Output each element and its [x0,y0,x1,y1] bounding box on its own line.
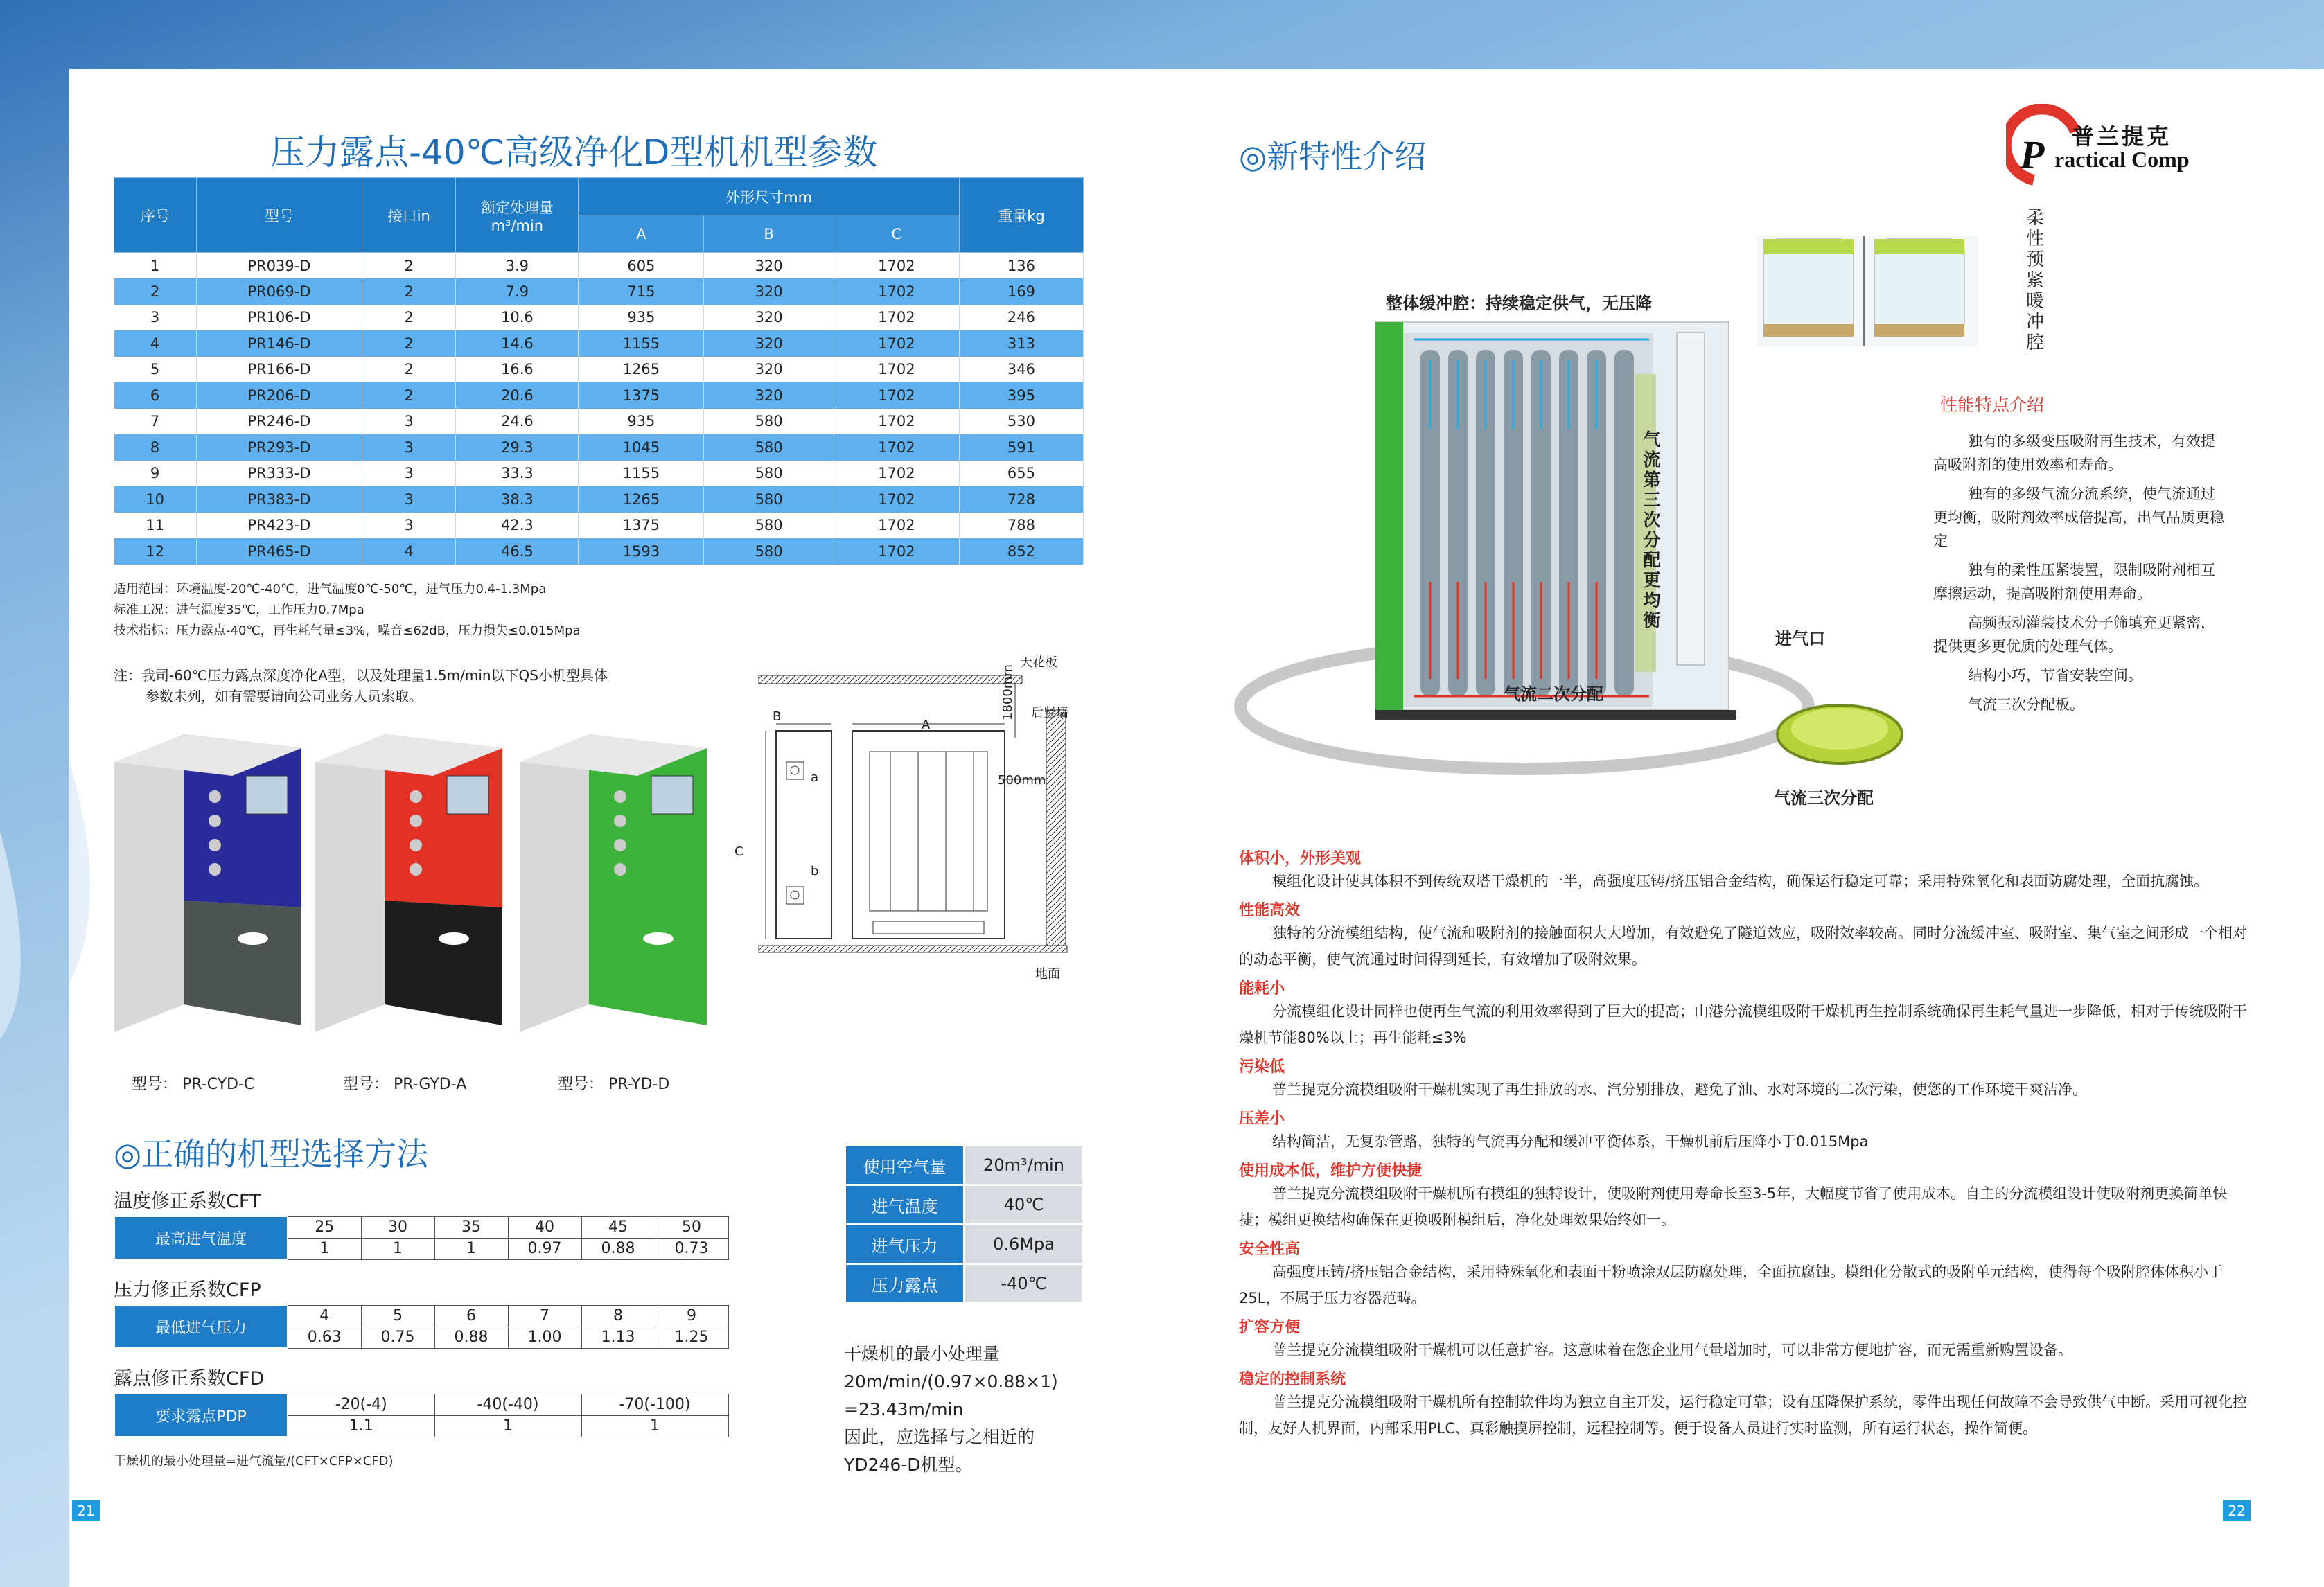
cfp-top-4: 8 [581,1305,655,1327]
machine-cyd-image [114,734,315,1053]
cft-label: 最高进气温度 [114,1216,288,1259]
table-cell: 3 [362,434,456,461]
table-cell: PR423-D [196,513,362,539]
cfp-top-5: 9 [655,1305,728,1327]
install-500mm: 500mm [998,773,1046,788]
table-cell: PR333-D [196,461,362,487]
table-cell: PR166-D [196,357,362,383]
perf-list [1933,429,2224,716]
cfd-top-1: -40(-40) [434,1394,581,1415]
table-cell: 788 [959,513,1083,539]
cfp-bot-5: 1.25 [655,1327,728,1348]
cfd-table [114,1393,729,1437]
table-cell: 1702 [834,486,959,513]
th-b: B [704,215,834,253]
machine-label-prefix: 型号： [343,1076,389,1093]
cfp-top-2: 6 [434,1305,508,1327]
table-cell: 935 [579,409,704,435]
table-cell: 320 [704,278,834,305]
table-cell: 33.3 [456,461,579,487]
th-no: 序号 [114,178,197,253]
machine-label-prefix: 型号： [558,1076,604,1093]
cfp-bot-2: 0.88 [434,1327,508,1348]
table-row [114,486,1084,513]
table-cell: PR039-D [196,253,362,279]
feature-heading: 压差小 [1239,1110,1285,1128]
th-flow-label: 额定处理量 [480,199,554,216]
page-number-left: 21 [72,1500,100,1521]
table-cell: 605 [579,253,704,279]
table-cell: 580 [704,513,834,539]
table-cell: 1702 [834,357,959,383]
distribution-plate-image [1774,693,1905,769]
install-wall: 后竖墙 [1031,706,1068,720]
machine-model: PR-CYD-C [182,1076,255,1093]
calc-block [844,1340,1058,1479]
cft-table [114,1216,729,1260]
table-cell: 7 [114,409,197,435]
diagram-bottom-label: 气流二次分配 [1504,684,1603,704]
cfp-bot-0: 0.63 [288,1327,361,1348]
cft-top-0: 25 [288,1216,361,1238]
table-row [114,382,1084,409]
table-cell: PR383-D [196,486,362,513]
cfd-top-2: -70(-100) [581,1394,728,1415]
feature-block [1239,977,2264,1051]
table-cell: 530 [959,409,1083,435]
cfd-label: 要求露点PDP [114,1394,288,1437]
cft-top-1: 30 [361,1216,434,1238]
feature-heading: 使用成本低，维护方便快捷 [1239,1162,1423,1180]
machine-label-prefix: 型号： [132,1076,178,1093]
table-cell: 1702 [834,330,959,357]
install-ceiling: 天花板 [1020,655,1057,670]
logo-p: P [2020,132,2045,177]
table-cell: 12 [114,538,197,565]
table-cell: 1155 [579,330,704,357]
th-weight: 重量kg [959,178,1083,253]
th-dims: 外形尺寸mm [579,178,960,215]
diagram-third-label: 气流三次分配 [1774,788,1874,808]
cfp-table [114,1304,729,1349]
conditions-table [844,1144,1084,1304]
table-cell: 10 [114,486,197,513]
install-dim-b: B [773,709,782,724]
cfp-bot-4: 1.13 [581,1327,655,1348]
cfp-bot-3: 1.00 [508,1327,581,1348]
table-row [114,513,1084,539]
spec-note-tech: 技术指标：压力露点-40℃，再生耗气量≤3%，噪音≤62dB，压力损失≤0.015Mpa [114,623,581,638]
table-cell: 3 [362,461,456,487]
install-floor: 地面 [1035,967,1060,982]
table-row [114,409,1084,435]
diagram-inlet-label: 进气口 [1775,629,1825,648]
cfd-bot-2: 1 [581,1415,728,1437]
table-cell: 1702 [834,305,959,331]
table-cell: 3 [362,409,456,435]
select-title: ◎正确的机型选择方法 [114,1135,429,1173]
spec-table [114,177,1084,565]
table-cell: 655 [959,461,1083,487]
table-cell: 29.3 [456,434,579,461]
feature-text: 普兰提克分流模组吸附干燥机所有模组的独特设计，使吸附剂使用寿命长至3-5年，大幅度节省了使用成本。自主的分流模组设计使吸附剂更换简单快捷；模组更换结构确保在更换吸附模组后，净化处理效果始终如一。 [1239,1185,2228,1228]
table-cell: 38.3 [456,486,579,513]
cfp-top-3: 7 [508,1305,581,1327]
cft-title: 温度修正系数CFT [114,1191,261,1212]
feature-heading: 稳定的控制系统 [1239,1371,1346,1388]
cft-bot-3: 0.97 [508,1238,581,1259]
calc-line: 因此，应选择与之相近的 [844,1427,1035,1447]
table-cell: 46.5 [456,538,579,565]
table-cell: 1265 [579,357,704,383]
table-cell: 7.9 [456,278,579,305]
table-row [114,305,1084,331]
table-cell: 1375 [579,382,704,409]
cft-bot-5: 0.73 [655,1238,728,1259]
cfp-bot-1: 0.75 [361,1327,434,1348]
diagram-vertical-label: 气流第三次分配更均衡 [1643,429,1661,630]
machine-label-cyd [132,1072,254,1094]
table-cell: 346 [959,357,1083,383]
table-cell: 2 [362,382,456,409]
calc-line: 20m/min/(0.97×0.88×1) [844,1372,1058,1392]
feature-heading: 性能高效 [1239,902,1301,919]
table-cell: 4 [362,538,456,565]
table-cell: 580 [704,486,834,513]
machine-yd-image [520,734,721,1053]
table-row [114,330,1084,357]
cfp-label: 最低进气压力 [114,1305,288,1348]
logo-en: ractical Comp [2054,147,2190,172]
spec-note-range: 适用范围：环境温度-20℃-40℃，进气温度0℃-50℃，进气压力0.4-1.3Mpa [114,582,547,596]
install-dim-c: C [734,844,743,859]
feature-text: 普兰提克分流模组吸附干燥机所有控制软件均为独立自主开发，运行稳定可靠；设有压降保护系统，零件出现任何故障不会导致供气中断。采用可视化控制，友好人机界面，内部采用PLC、真彩触摸屏控制，远程控制等。便于设备人员进行实时监测，所有运行状态，操作简便。 [1239,1394,2247,1437]
table-cell: 1702 [834,409,959,435]
feature-block [1239,898,2264,973]
table-cell: 2 [362,253,456,279]
machine-model: PR-YD-D [608,1076,670,1093]
table-cell: 1155 [579,461,704,487]
table-cell: 2 [362,330,456,357]
table-cell: 1702 [834,253,959,279]
feature-text: 高强度压铸/挤压铝合金结构，采用特殊氧化和表面干粉喷涂双层防腐处理，全面抗腐蚀。模组化分散式的吸附单元结构，使得每个吸附腔体体积小于25L，不属于压力容器范畴。 [1239,1264,2224,1306]
table-cell: 591 [959,434,1083,461]
feature-heading: 体积小，外形美观 [1239,850,1362,867]
cft-bot-0: 1 [288,1238,361,1259]
cond-key: 进气压力 [845,1225,965,1264]
machine-label-gyd [343,1072,466,1094]
feature-text: 模组化设计使其体积不到传统双塔干燥机的一半，高强度压铸/挤压铝合金结构，确保运行稳定可靠；采用特殊氧化和表面防腐处理，全面抗腐蚀。 [1272,873,2209,889]
feature-block [1239,1055,2264,1103]
table-cell: 395 [959,382,1083,409]
table-cell: 1702 [834,461,959,487]
note-line-1: 注：我司-60℃压力露点深度净化A型，以及处理量1.5m/min以下QS小机型具体 [114,667,608,684]
table-row [114,278,1084,305]
machine-gyd-image [315,734,516,1053]
table-cell: 2 [362,305,456,331]
table-cell: 4 [114,330,197,357]
page-title-right: ◎新特性介绍 [1239,138,1427,175]
note-line-2: 参数未列，如有需要请向公司业务人员索取。 [146,688,423,704]
table-cell: 1702 [834,278,959,305]
th-flow [456,178,579,253]
table-cell: 136 [959,253,1083,279]
perf-item: 气流三次分配板。 [1968,696,2084,713]
th-model: 型号 [196,178,362,253]
spec-note-standard: 标准工况：进气温度35℃，工作压力0.7Mpa [114,603,364,617]
cfd-bot-1: 1 [434,1415,581,1437]
page-title-left: 压力露点-40℃高级净化D型机机型参数 [270,132,878,172]
table-cell: 320 [704,382,834,409]
table-cell: 580 [704,409,834,435]
install-label-a: a [811,770,819,785]
table-cell: PR206-D [196,382,362,409]
feature-block [1239,1159,2264,1233]
logo-cn: 普兰提克 [2072,123,2172,150]
table-cell: 3 [362,486,456,513]
calc-line: YD246-D机型。 [844,1455,973,1475]
cond-value: 0.6Mpa [965,1225,1084,1264]
table-cell: 20.6 [456,382,579,409]
table-cell: PR293-D [196,434,362,461]
table-cell: 1265 [579,486,704,513]
install-diagram [734,648,1109,994]
table-cell: 42.3 [456,513,579,539]
feature-block [1239,1367,2264,1442]
cfp-top-0: 4 [288,1305,361,1327]
table-cell: 313 [959,330,1083,357]
machine-gyd [315,734,516,1056]
feature-block [1239,1107,2264,1155]
feature-text: 独特的分流模组结构，使气流和吸附剂的接触面积大大增加，有效避免了隧道效应，吸附效率较高。同时分流缓冲室、吸附室、集气室之间形成一个相对的动态平衡，使气流通过时间得到延长，有效增加了吸附效果。 [1239,925,2247,968]
table-cell: 8 [114,434,197,461]
table-cell: 320 [704,330,834,357]
table-cell: 24.6 [456,409,579,435]
table-cell: 5 [114,357,197,383]
feature-heading: 安全性高 [1239,1241,1301,1258]
table-cell: PR069-D [196,278,362,305]
table-cell: 9 [114,461,197,487]
th-flow-unit: m³/min [491,217,544,234]
table-cell: 3 [114,305,197,331]
cond-value: -40℃ [965,1264,1084,1304]
th-port: 接口in [362,178,456,253]
th-a: A [579,215,704,253]
feature-text: 分流模组化设计同样也使再生气流的利用效率得到了巨大的提高；山港分流模组吸附干燥机再生控制系统确保再生耗气量进一步降低，相对于传统吸附干燥机节能80%以上；再生能耗≤3% [1239,1003,2247,1046]
table-cell: 246 [959,305,1083,331]
table-cell: 1045 [579,434,704,461]
feature-block [1239,1315,2264,1363]
cond-key: 压力露点 [845,1264,965,1304]
cfd-title: 露点修正系数CFD [114,1368,265,1390]
feature-text: 结构简洁，无复杂管路，独特的气流再分配和缓冲平衡体系，干燥机前后压降小于0.015Mpa [1272,1133,1869,1150]
cfd-top-0: -20(-4) [288,1394,434,1415]
perf-item: 独有的柔性压紧装置，限制吸附剂相互摩擦运动，提高吸附剂使用寿命。 [1933,562,2215,602]
table-cell: 1375 [579,513,704,539]
table-cell: 715 [579,278,704,305]
cft-bot-1: 1 [361,1238,434,1259]
table-cell: 852 [959,538,1083,565]
cond-key: 使用空气量 [845,1146,965,1185]
table-cell: 935 [579,305,704,331]
install-1800mm: 1800mm [1001,664,1015,720]
feature-block [1239,1237,2264,1311]
table-cell: 728 [959,486,1083,513]
table-cell: 1 [114,253,197,279]
th-c: C [834,215,959,253]
perf-item: 独有的多级变压吸附再生技术，有效提高吸附剂的使用效率和寿命。 [1933,433,2215,473]
cond-value: 40℃ [965,1185,1084,1225]
feature-block [1239,846,2264,894]
cfd-bot-0: 1.1 [288,1415,434,1437]
table-cell: 580 [704,461,834,487]
feature-heading: 扩容方便 [1239,1319,1301,1336]
table-cell: 1702 [834,513,959,539]
perf-item: 结构小巧，节省安装空间。 [1968,667,2142,684]
table-cell: 580 [704,434,834,461]
cfp-top-1: 5 [361,1305,434,1327]
table-cell: 320 [704,253,834,279]
table-cell: 2 [362,278,456,305]
table-cell: PR246-D [196,409,362,435]
table-cell: 16.6 [456,357,579,383]
feature-heading: 污染低 [1239,1058,1285,1076]
table-cell: PR465-D [196,538,362,565]
table-cell: 169 [959,278,1083,305]
table-cell: 11 [114,513,197,539]
table-cell: 3.9 [456,253,579,279]
table-cell: 1702 [834,434,959,461]
table-cell: 14.6 [456,330,579,357]
table-cell: 10.6 [456,305,579,331]
cfp-title: 压力修正系数CFP [114,1279,261,1301]
install-label-b: b [811,864,819,878]
perf-title: 性能特点介绍 [1940,395,2045,415]
table-cell: 1702 [834,382,959,409]
table-cell: 1702 [834,538,959,565]
cond-key: 进气温度 [845,1185,965,1225]
cft-top-5: 50 [655,1216,728,1238]
table-cell: 2 [114,278,197,305]
cond-value: 20m³/min [965,1146,1084,1185]
table-cell: 3 [362,513,456,539]
table-row [114,357,1084,383]
table-row [114,253,1084,279]
table-cell: PR146-D [196,330,362,357]
install-dim-a: A [922,718,931,732]
cft-top-3: 40 [508,1216,581,1238]
table-cell: 6 [114,382,197,409]
machine-model: PR-GYD-A [394,1076,467,1093]
table-cell: 320 [704,305,834,331]
perf-item: 独有的多级气流分流系统，使气流通过更均衡，吸附剂效率成倍提高，出气品质更稳定 [1933,486,2224,549]
feature-list [1239,846,2264,1442]
table-cell: 320 [704,357,834,383]
perf-item: 高频振动灌装技术分子筛填充更紧密，提供更多更优质的处理气体。 [1933,614,2215,655]
calc-line: 干燥机的最小处理量 [844,1344,1001,1364]
flex-label: 柔性预紧暖冲腔 [2025,208,2044,353]
cft-bot-4: 0.88 [581,1238,655,1259]
formula: 干燥机的最小处理量=进气流量/(CFT×CFP×CFD) [114,1454,394,1469]
page-number-right: 22 [2223,1500,2251,1521]
cft-bot-2: 1 [434,1238,508,1259]
feature-heading: 能耗小 [1239,980,1285,998]
diagram-top-label: 整体缓冲腔：持续稳定供气，无压降 [1386,294,1652,313]
calc-line: =23.43m/min [844,1399,964,1419]
table-row [114,538,1084,565]
brand-logo [2006,104,2214,187]
table-row [114,434,1084,461]
cft-top-2: 35 [434,1216,508,1238]
feature-text: 普兰提克分流模组吸附干燥机可以任意扩容。这意味着在您企业用气量增加时，可以非常方便地扩容，而无需重新购置设备。 [1272,1342,2072,1358]
machine-label-yd [558,1072,669,1094]
table-cell: 2 [362,357,456,383]
machine-yd [520,734,721,1056]
table-cell: PR106-D [196,305,362,331]
machine-cyd [114,734,315,1056]
cft-top-4: 45 [581,1216,655,1238]
table-cell: 1593 [579,538,704,565]
table-cell: 580 [704,538,834,565]
feature-text: 普兰提克分流模组吸附干燥机实现了再生排放的水、汽分别排放，避免了油、水对环境的二次污染，使您的工作环境干爽洁净。 [1272,1081,2087,1098]
table-row [114,461,1084,487]
